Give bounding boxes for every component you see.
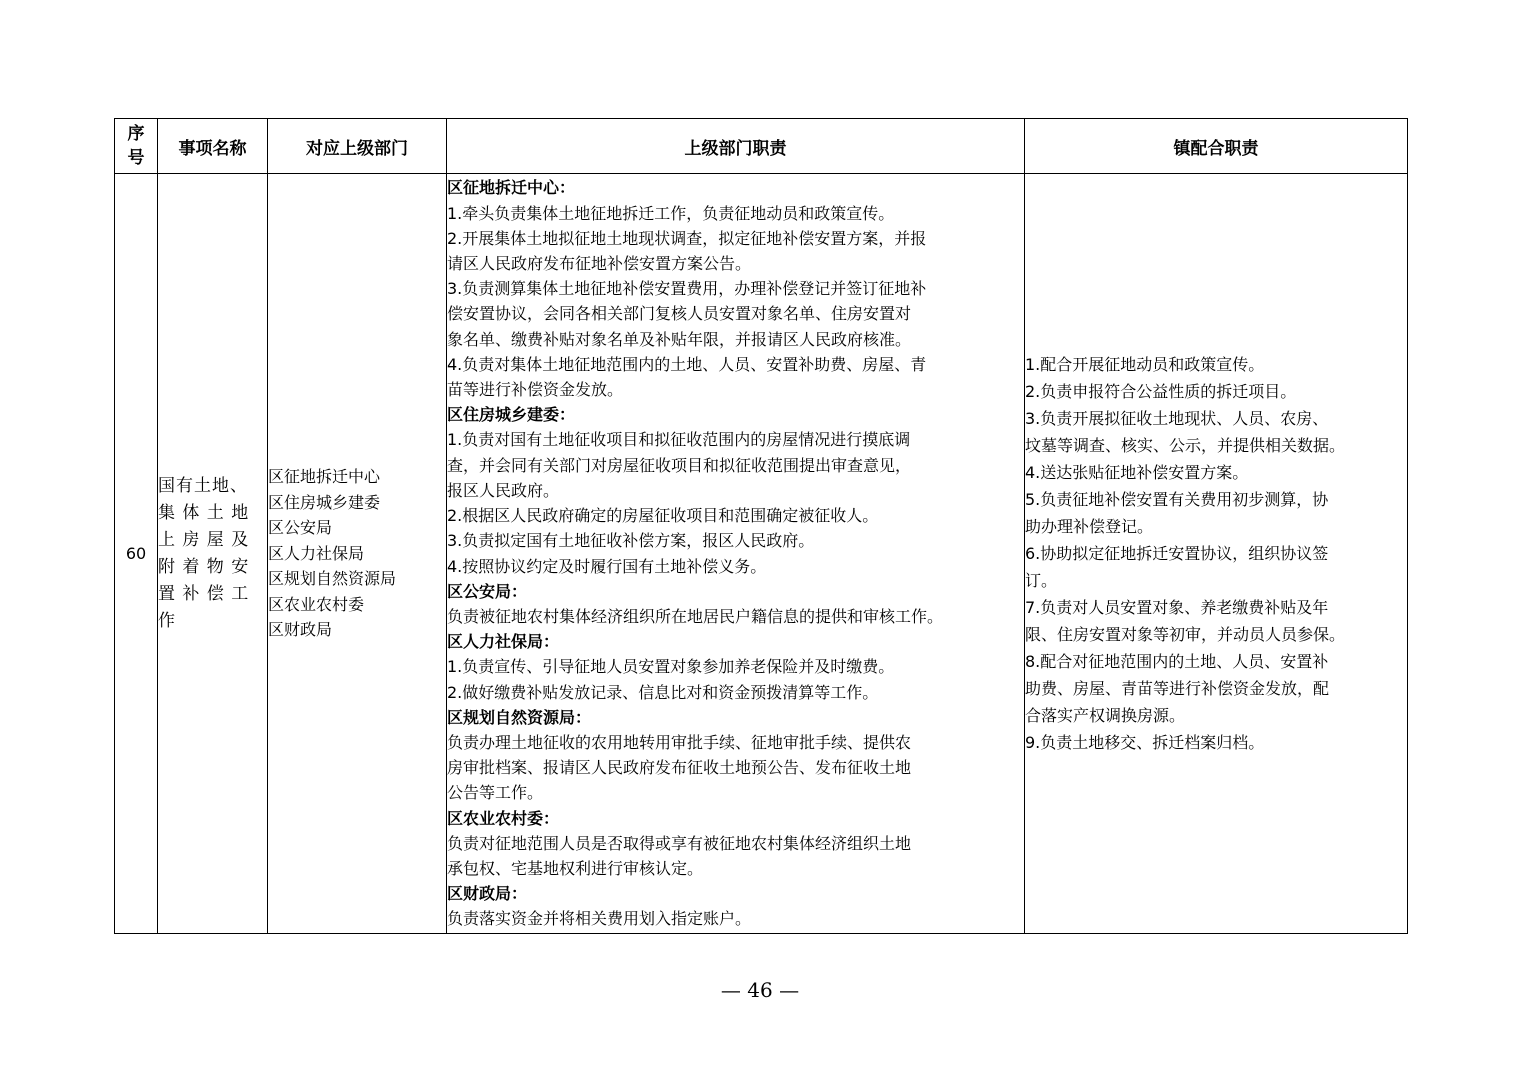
department-item: 区征地拆迁中心 bbox=[268, 467, 381, 487]
town-duty-line: 5.负责征地补偿安置有关费用初步测算，协 bbox=[1025, 490, 1329, 509]
department-item: 区规划自然资源局 bbox=[268, 569, 397, 589]
town-duty-line: 4.送达张贴征地补偿安置方案。 bbox=[1025, 463, 1249, 482]
department-item: 区公安局 bbox=[268, 518, 333, 538]
duty-department-heading: 区征地拆迁中心： bbox=[447, 178, 576, 198]
duty-line: 1.负责宣传、引导征地人员安置对象参加养老保险并及时缴费。 bbox=[447, 657, 895, 677]
row-number: 60 bbox=[115, 174, 158, 934]
town-duty-line: 6.协助拟定征地拆迁安置协议，组织协议签 bbox=[1025, 544, 1329, 563]
duty-line: 公告等工作。 bbox=[447, 783, 544, 803]
duty-line: 负责被征地农村集体经济组织所在地居民户籍信息的提供和审核工作。 bbox=[447, 606, 944, 626]
town-duty-line: 8.配合对征地范围内的土地、人员、安置补 bbox=[1025, 652, 1329, 671]
duty-line: 查，并会同有关部门对房屋征收项目和拟征收范围提出审查意见， bbox=[447, 455, 912, 475]
town-duty-line: 7.负责对人员安置对象、养老缴费补贴及年 bbox=[1025, 598, 1329, 617]
duty-line: 负责对征地范围人员是否取得或享有被征地农村集体经济组织土地 bbox=[447, 833, 912, 853]
duty-line: 3.负责测算集体土地征地补偿安置费用，办理补偿登记并签订征地补 bbox=[447, 279, 927, 299]
header-no-line-2: 号 bbox=[127, 148, 145, 168]
town-duty-line: 坟墓等调查、核实、公示，并提供相关数据。 bbox=[1025, 436, 1346, 455]
department-list bbox=[268, 174, 447, 934]
header-item-name: 事项名称 bbox=[158, 119, 268, 174]
town-duty-line: 助办理补偿登记。 bbox=[1025, 517, 1154, 536]
duty-line: 2.开展集体土地拟征地土地现状调查，拟定征地补偿安置方案，并报 bbox=[447, 228, 927, 248]
department-duties bbox=[447, 174, 1025, 934]
town-duty-line: 合落实产权调换房源。 bbox=[1025, 706, 1186, 725]
item-name-line: 集 体 土 地 bbox=[158, 502, 250, 523]
item-name-line: 作 bbox=[158, 610, 176, 631]
town-duty-line: 订。 bbox=[1025, 571, 1058, 590]
header-no-line-1: 序 bbox=[127, 124, 145, 144]
header-department: 对应上级部门 bbox=[268, 119, 447, 174]
item-name-line: 上 房 屋 及 bbox=[158, 529, 250, 550]
header-row bbox=[115, 119, 1408, 174]
header-no bbox=[115, 119, 158, 174]
duty-line: 报区人民政府。 bbox=[447, 480, 560, 500]
header-department-duty: 上级部门职责 bbox=[447, 119, 1025, 174]
item-name-line: 国有土地、 bbox=[158, 475, 248, 496]
duty-line: 3.负责拟定国有土地征收补偿方案，报区人民政府。 bbox=[447, 531, 815, 551]
duty-department-heading: 区财政局： bbox=[447, 884, 528, 904]
town-duty-line: 助费、房屋、青苗等进行补偿资金发放，配 bbox=[1025, 679, 1330, 698]
duty-department-heading: 区人力社保局： bbox=[447, 632, 560, 652]
duty-line: 4.负责对集体土地征地范围内的土地、人员、安置补助费、房屋、青 bbox=[447, 354, 927, 374]
duty-line: 负责办理土地征收的农用地转用审批手续、征地审批手续、提供农 bbox=[447, 732, 912, 752]
duty-line: 1.牵头负责集体土地征地拆迁工作，负责征地动员和政策宣传。 bbox=[447, 203, 895, 223]
header-town-duty: 镇配合职责 bbox=[1025, 119, 1408, 174]
duty-department-heading: 区农业农村委： bbox=[447, 808, 560, 828]
duty-line: 象名单、缴费补贴对象名单及补贴年限，并报请区人民政府核准。 bbox=[447, 329, 912, 349]
duty-line: 负责落实资金并将相关费用划入指定账户。 bbox=[447, 909, 752, 929]
duty-department-heading: 区公安局： bbox=[447, 581, 528, 601]
duty-line: 1.负责对国有土地征收项目和拟征收范围内的房屋情况进行摸底调 bbox=[447, 430, 911, 450]
duty-line: 偿安置协议，会同各相关部门复核人员安置对象名单、住房安置对 bbox=[447, 304, 912, 324]
department-item: 区人力社保局 bbox=[268, 543, 365, 563]
duty-department-heading: 区住房城乡建委： bbox=[447, 405, 576, 425]
department-item: 区住房城乡建委 bbox=[268, 492, 381, 512]
page-number: — 46 — bbox=[720, 978, 800, 1002]
item-name-line: 附 着 物 安 bbox=[158, 556, 250, 577]
item-name bbox=[158, 174, 268, 934]
town-duty-line: 限、住房安置对象等初审，并动员人员参保。 bbox=[1025, 625, 1346, 644]
duty-line: 承包权、宅基地权利进行审核认定。 bbox=[447, 858, 704, 878]
town-duties bbox=[1025, 174, 1408, 934]
duty-line: 房审批档案、报请区人民政府发布征收土地预公告、发布征收土地 bbox=[447, 758, 912, 778]
town-duty-line: 3.负责开展拟征收土地现状、人员、农房、 bbox=[1025, 409, 1329, 428]
town-duty-line: 2.负责申报符合公益性质的拆迁项目。 bbox=[1025, 382, 1297, 401]
duty-table bbox=[114, 118, 1408, 934]
duty-department-heading: 区规划自然资源局： bbox=[447, 707, 592, 727]
table-row bbox=[115, 174, 1408, 934]
duty-line: 苗等进行补偿资金发放。 bbox=[447, 380, 624, 400]
duty-line: 请区人民政府发布征地补偿安置方案公告。 bbox=[447, 254, 752, 274]
item-name-line: 置 补 偿 工 bbox=[158, 583, 250, 604]
department-item: 区财政局 bbox=[268, 620, 333, 640]
town-duty-line: 1.配合开展征地动员和政策宣传。 bbox=[1025, 355, 1265, 374]
duty-line: 4.按照协议约定及时履行国有土地补偿义务。 bbox=[447, 556, 767, 576]
department-item: 区农业农村委 bbox=[268, 594, 365, 614]
duty-line: 2.根据区人民政府确定的房屋征收项目和范围确定被征收人。 bbox=[447, 506, 879, 526]
duty-line: 2.做好缴费补贴发放记录、信息比对和资金预拨清算等工作。 bbox=[447, 682, 879, 702]
town-duty-line: 9.负责土地移交、拆迁档案归档。 bbox=[1025, 733, 1265, 752]
